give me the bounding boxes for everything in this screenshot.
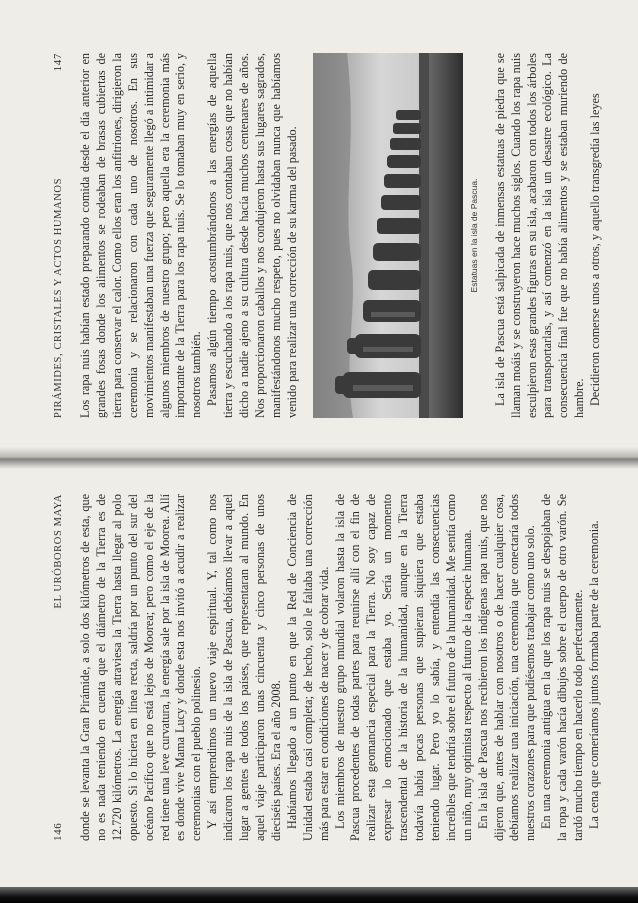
paragraph: Y así emprendimos un nuevo viaje espiritual. Y, tal como nos indicaron los rapa nuis de la isla de Pascua, debíamos llevar a aquel lugar a gentes de todos los países, que representaran al mundo. En aquel viaje participaron unas cincuenta y cinco personas de unos dieciséis países. Era el año 2008. [205,494,283,841]
paragraph: La isla de Pascua está salpicada de inmensas estatuas de piedra que se llaman moáis y se construyeron hace muchos siglos. Cuando los rapa nuis esculpieron esas grandes figuras en su isla, acabaron con todos los árboles para transportarlas, y así comenzó en la isla un desastre ecológico. La consecuencia final fue que no había alimentos y se estaban muriendo de hambre. [492,53,587,418]
paragraph: En una ceremonia antigua en la que los rapa nuis se despojaban de la ropa y cada varón hacía dibujos sobre el cuerpo de otro varón. Se tardó mucho tiempo en hacerlo todo perfectamente. [539,494,586,841]
paragraph: Habíamos llegado a un punto en que la Red de Conciencia de Unidad estaba casi completa; de hecho, solo le faltaba una corrección más para estar en condiciones de nacer y de cobrar vida. [284,494,331,841]
left-header-title: EL URÓBOROS MAYA [53,494,64,609]
right-running-head [52,53,64,418]
paragraph: donde se levanta la Gran Pirámide, a solo dos kilómetros de esta, que no es nada teniendo en cuenta que el diámetro de la Tierra es de 12.720 kilómetros. La energía atraviesa la Tierra hasta llegar al polo opuesto. Si lo hiciera en línea recta, saldría por un punto del sur del océano Pacífico que no está lejos de Moorea; pero como el eje de la red tiene una leve curvatura, la energía sale por la isla de Moorea. Allí es donde vive Mama Lucy y donde esta nos invitó a acudir a realizar ceremonias con el pueblo polinesio. [78,494,204,841]
left-page-number: 146 [52,822,64,841]
right-page [10,13,630,438]
figure-caption: Estatuas en la isla de Pascua. [468,178,479,293]
paragraph: Los miembros de nuestro grupo mundial volaron hasta la isla de Pascua procedentes de todas partes para reunirse allí con el fin de realizar esta geomancia especial para la Tierra. No soy capaz de expresar lo emocionado que estaba yo. Sería un momento trascendental de la historia de la humanidad, aunque en la Tierra todavía había pocas personas que supieran siquiera que estaba teniendo lugar. Pero yo lo sabía, y entendía las consecuencias increíbles que tendría sobre el futuro de la humanidad. Me sentía como un niño, muy optimista respecto al futuro de la especie humana. [332,494,474,841]
paragraph: Decidieron comerse unos a otros, y aquello transgredía las leyes [588,93,603,406]
paragraph: En la isla de Pascua nos recibieron los indígenas rapa nuis, que nos dijeron que, antes de hablar con nosotros o de hacer cualquier cosa, debíamos realizar una iniciación, una ceremonia que conectaría todos nuestros corazones para que pudiésemos trabajar como uno solo. [475,494,538,841]
right-page-number: 147 [52,53,64,72]
right-header-title: PIRÁMIDES, CRISTALES Y ACTOS HUMANOS [53,177,64,418]
paragraph: Los rapa nuis habían estado preparando comida desde el día anterior en grandes fosas donde los alimentos se rodeaban de brasas cubiertas de tierra para conservar el calor. Como ellos eran los anfitriones, dirigieron la ceremonia y se relacionaron con cada uno de nosotros. En sus movimientos manifestaban una fuerza que seguramente llegó a intimidar a algunos miembros de nuestro grupo; pero aquella era la ceremonia más importante de la Tierra para los rapa nuis. Se lo tomaban muy en serio, y nosotros también. [78,53,204,418]
book-spread [10,13,630,893]
paragraph: La cena que comeríamos juntos formaba parte de la ceremonia. [587,520,601,829]
left-page [10,468,630,893]
left-running-head [52,494,64,841]
paragraph: Pasamos algún tiempo acostumbrándonos a las energías de aquella tierra y escuchando a los rapa nuis, que nos contaban cosas que no habían dicho a nadie ajeno a su cultura desde hacía muchos centenares de años. Nos proporcionaron caballos y nos condujeron hasta sus lugares sagrados, manifestándonos mucho respeto, pues no olvidaban nunca que habíamos venido para realizar una corrección de su karma del pasado. [205,53,299,418]
moai-statues-photo [313,53,463,418]
